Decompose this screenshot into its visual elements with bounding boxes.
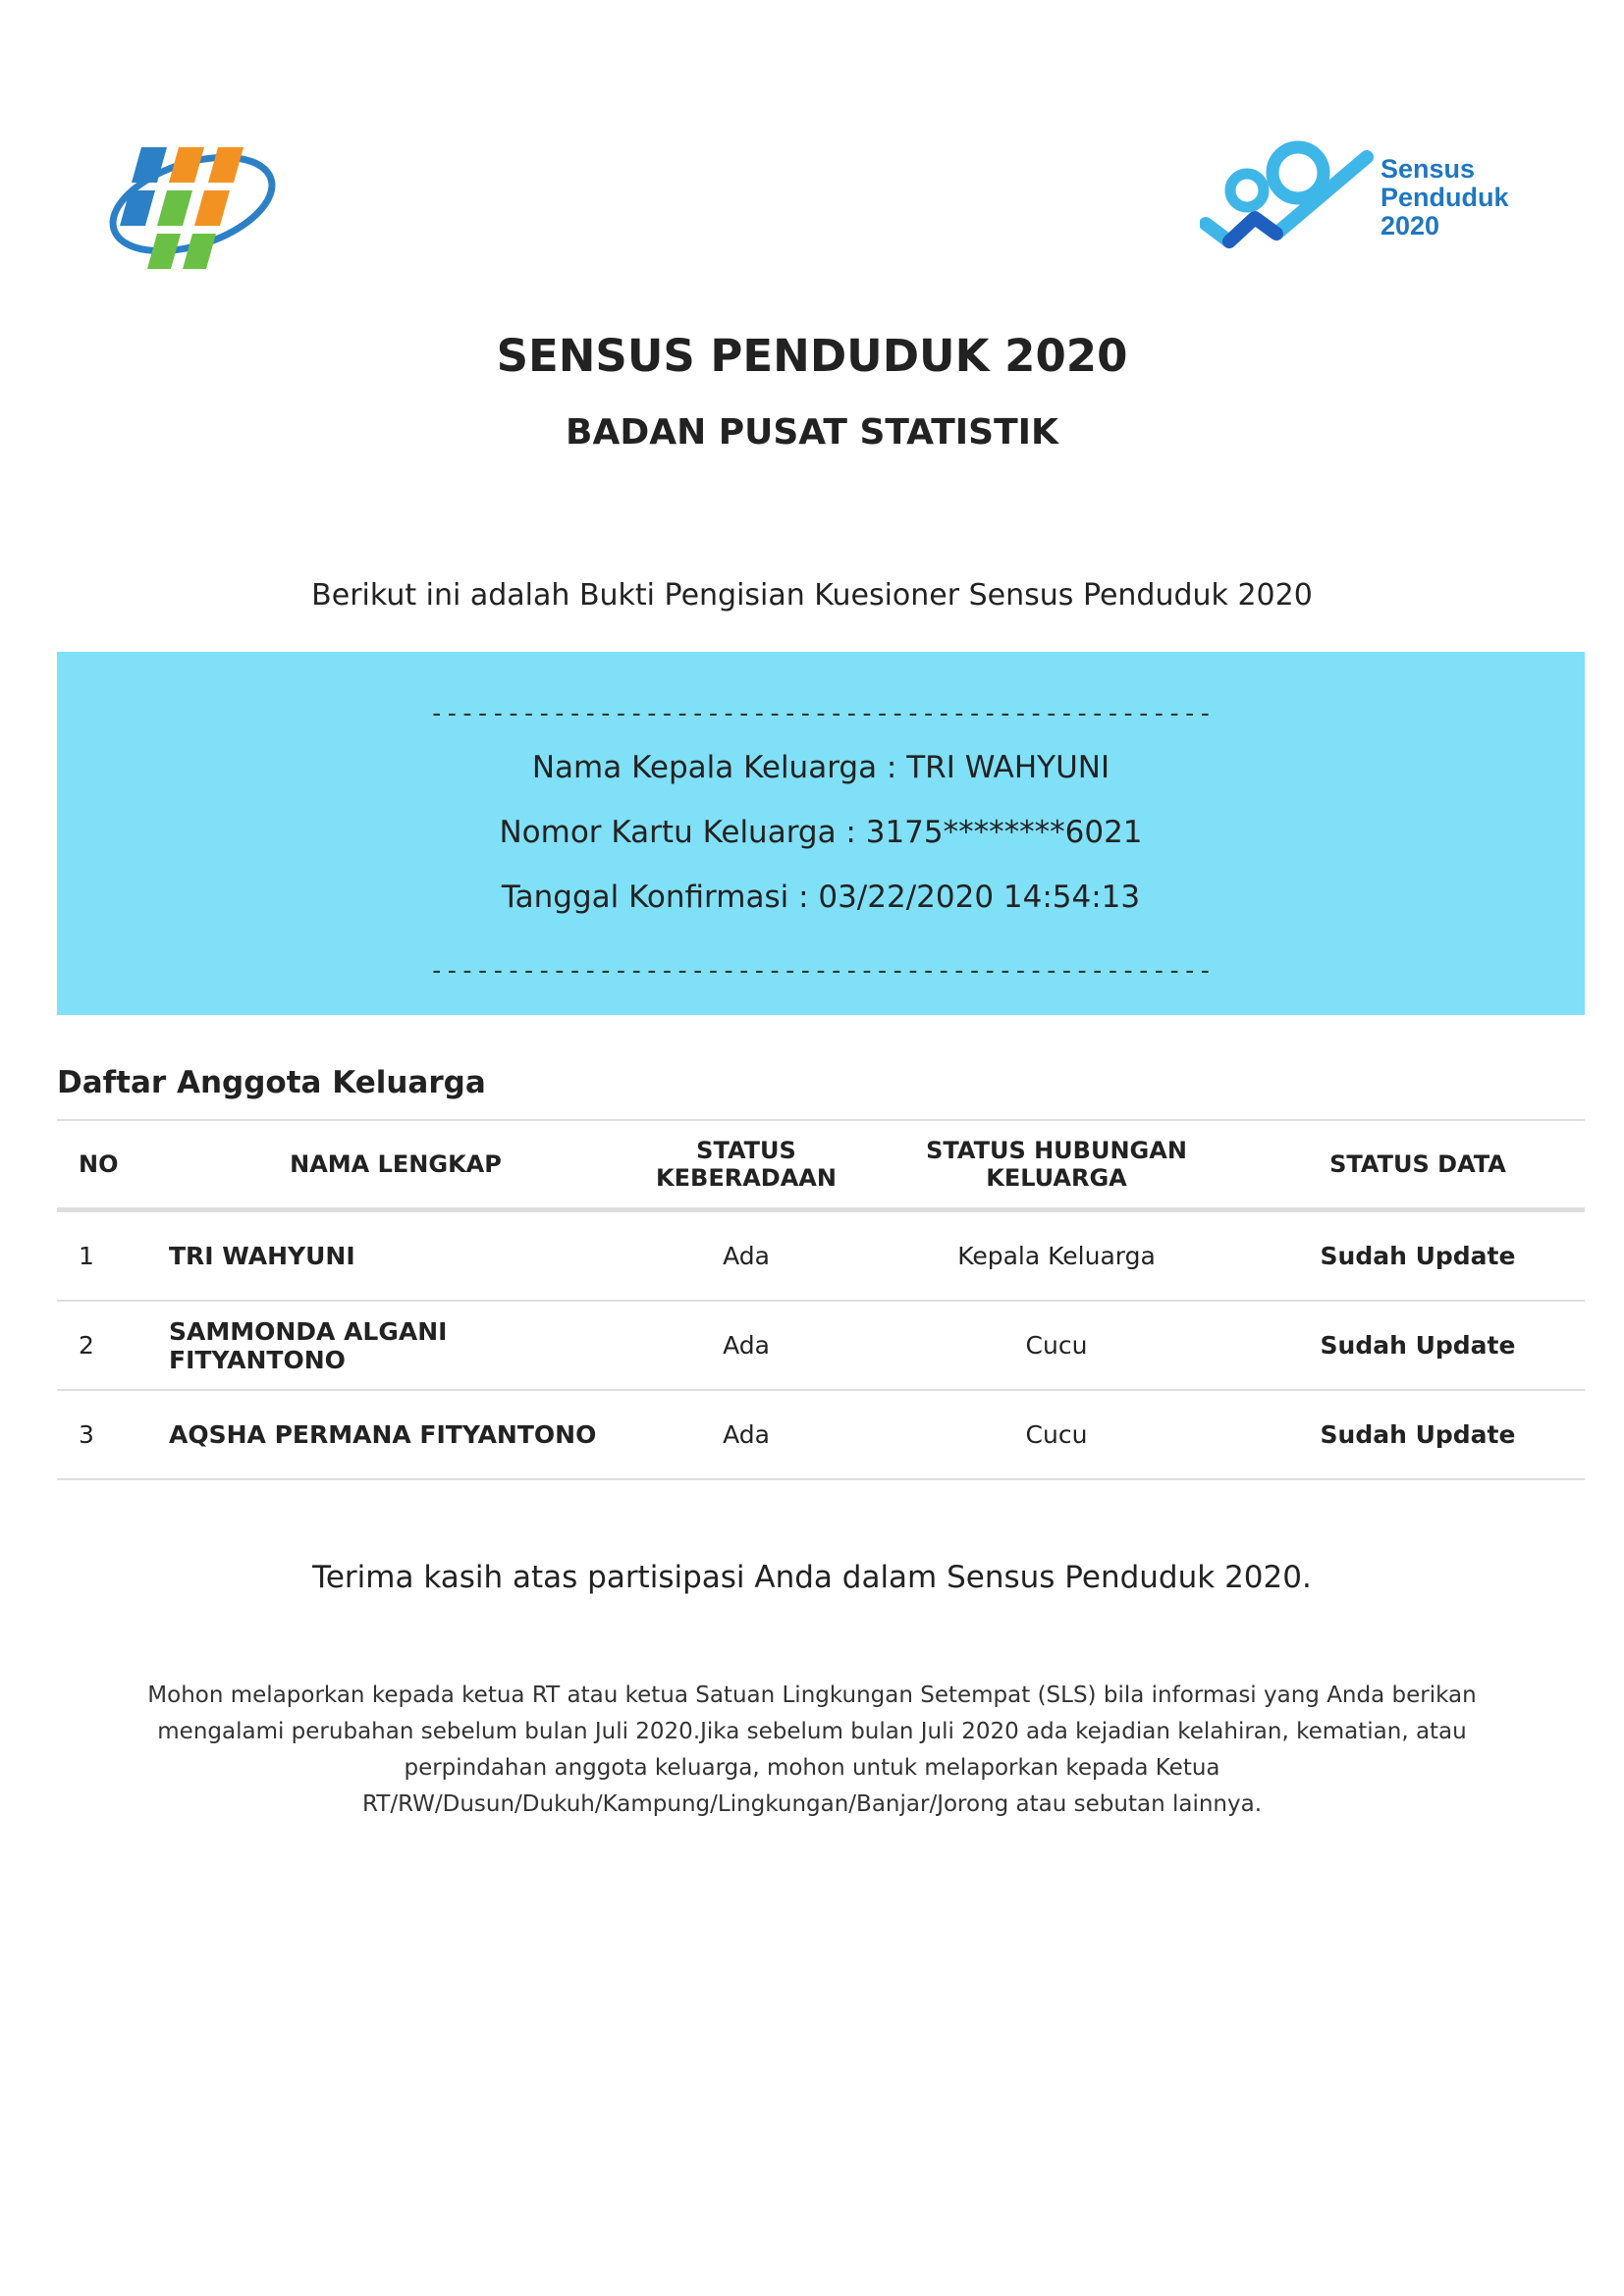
column-header: STATUS DATA bbox=[1251, 1120, 1585, 1210]
intro-text: Berikut ini adalah Bukti Pengisian Kuesioner Sensus Penduduk 2020 bbox=[311, 578, 1313, 613]
column-header: STATUS HUBUNGAN KELUARGA bbox=[862, 1120, 1251, 1210]
members-table bbox=[57, 1119, 1585, 1480]
sensus-penduduk-logo bbox=[1200, 139, 1553, 257]
relation-status: Cucu bbox=[862, 1390, 1251, 1479]
column-header: NO bbox=[57, 1120, 147, 1210]
presence-status: Ada bbox=[630, 1390, 862, 1479]
table-header-row bbox=[57, 1120, 1585, 1210]
data-status: Sudah Update bbox=[1251, 1210, 1585, 1302]
table-row bbox=[57, 1210, 1585, 1302]
row-number: 1 bbox=[57, 1210, 147, 1302]
data-status: Sudah Update bbox=[1251, 1301, 1585, 1390]
column-header: STATUS KEBERADAAN bbox=[630, 1120, 862, 1210]
info-box bbox=[57, 652, 1585, 1015]
head-of-family: Nama Kepala Keluarga : TRI WAHYUNI bbox=[531, 750, 1110, 785]
presence-status: Ada bbox=[630, 1301, 862, 1390]
row-number: 3 bbox=[57, 1390, 147, 1479]
row-number: 2 bbox=[57, 1301, 147, 1390]
member-name: TRI WAHYUNI bbox=[147, 1210, 630, 1302]
presence-status: Ada bbox=[630, 1210, 862, 1302]
info-divider-top: --------------------------------------------------- bbox=[428, 699, 1214, 728]
confirmation-date: Tanggal Konfirmasi : 03/22/2020 14:54:13 bbox=[501, 880, 1141, 915]
members-section-title: Daftar Anggota Keluarga bbox=[57, 1065, 486, 1100]
relation-status: Kepala Keluarga bbox=[862, 1210, 1251, 1302]
table-row bbox=[57, 1390, 1585, 1479]
page-subtitle: BADAN PUSAT STATISTIK bbox=[566, 412, 1058, 453]
relation-status: Cucu bbox=[862, 1301, 1251, 1390]
member-name: SAMMONDA ALGANI FITYANTONO bbox=[147, 1301, 630, 1390]
sensus-penduduk-logo-text: Sensus Penduduk 2020 bbox=[1380, 154, 1509, 240]
page-title: SENSUS PENDUDUK 2020 bbox=[496, 330, 1128, 382]
info-divider-bottom: --------------------------------------------------- bbox=[428, 956, 1214, 986]
member-name: AQSHA PERMANA FITYANTONO bbox=[147, 1390, 630, 1479]
table-row bbox=[57, 1301, 1585, 1390]
column-header: NAMA LENGKAP bbox=[147, 1120, 630, 1210]
bps-logo bbox=[102, 135, 279, 283]
family-card-number: Nomor Kartu Keluarga : 3175********6021 bbox=[499, 815, 1143, 850]
thanks-message: Terima kasih atas partisipasi Anda dalam Sensus Penduduk 2020. bbox=[312, 1560, 1312, 1595]
data-status: Sudah Update bbox=[1251, 1390, 1585, 1479]
reporting-note: Mohon melaporkan kepada ketua RT atau ketua Satuan Lingkungan Setempat (SLS) bila informasi yang Anda berikan mengalami perubahan sebelum bulan Juli 2020.Jika sebelum bulan Juli 2020 ada kejadian kelahiran, kematian, atau perpindahan anggota keluarga, mohon untuk melaporkan kepada Ketua RT/RW/Dusun/Dukuh/Kampung/Lingkungan/Banjar/Jorong atau sebutan lainnya. bbox=[147, 1682, 1477, 1817]
